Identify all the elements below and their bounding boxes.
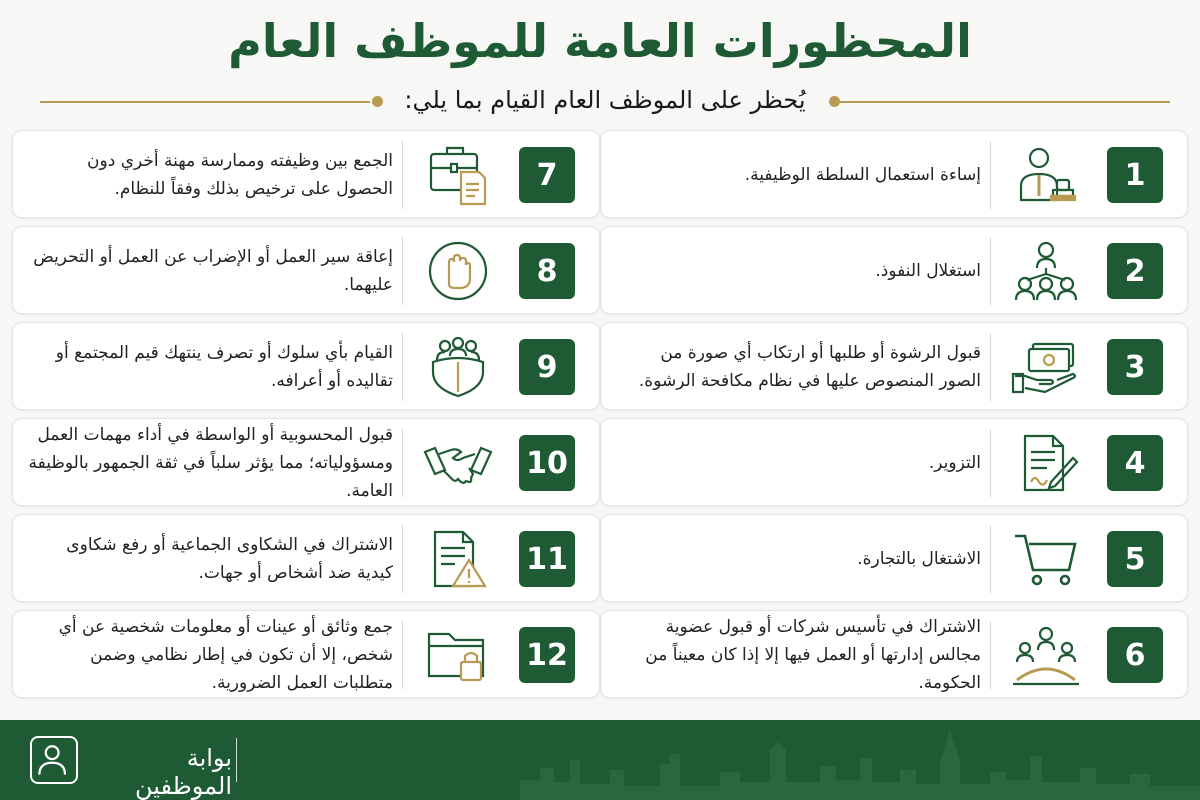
card-separator <box>402 621 403 689</box>
community-shield-icon <box>419 335 497 399</box>
card-separator <box>990 525 991 593</box>
card-separator <box>402 525 403 593</box>
prohibition-card-12 <box>12 610 600 698</box>
card-separator <box>402 333 403 401</box>
prohibition-card-10 <box>12 418 600 506</box>
footer-separator <box>236 738 237 782</box>
shopping-cart-icon <box>1007 527 1085 591</box>
briefcase-document-icon <box>419 143 497 207</box>
prohibition-text: استغلال النفوذ. <box>875 261 981 281</box>
document-signature-icon <box>1007 431 1085 495</box>
prohibition-text: إعاقة سير العمل أو الإضراب عن العمل أو التحريض عليهما. <box>33 247 393 295</box>
prohibition-text: الاشتراك في الشكاوى الجماعية أو رفع شكاوى كيدية ضد أشخاص أو جهات. <box>66 535 393 583</box>
prohibition-card-4 <box>600 418 1188 506</box>
card-separator <box>990 621 991 689</box>
divider-dot-right <box>829 96 840 107</box>
card-separator <box>990 141 991 209</box>
divider-dot-left <box>372 96 383 107</box>
prohibition-card-2 <box>600 226 1188 314</box>
divider-line-right <box>840 101 1170 103</box>
prohibition-card-7 <box>12 130 600 218</box>
item-number: 12 <box>519 627 575 683</box>
prohibition-card-6 <box>600 610 1188 698</box>
divider-line-left <box>40 101 370 103</box>
item-number: 1 <box>1107 147 1163 203</box>
employee-portal-icon <box>30 736 78 784</box>
prohibition-text: إساءة استعمال السلطة الوظيفية. <box>744 165 981 185</box>
city-skyline <box>520 720 1200 800</box>
item-number: 5 <box>1107 531 1163 587</box>
handshake-icon <box>419 431 497 495</box>
prohibition-text: قبول المحسوبية أو الواسطة في أداء مهمات العمل ومسؤولياته؛ مما يؤثر سلباً في ثقة الجمهور بالوظيفة العامة. <box>28 425 393 501</box>
board-meeting-icon <box>1007 623 1085 687</box>
item-number: 3 <box>1107 339 1163 395</box>
prohibition-text: الاشتغال بالتجارة. <box>857 549 981 569</box>
item-number: 10 <box>519 435 575 491</box>
card-separator <box>402 141 403 209</box>
prohibition-text: جمع وثائق أو عينات أو معلومات شخصية عن أي شخص، إلا أن تكون في إطار نظامي وضمن متطلبات العمل الضرورية. <box>58 617 393 693</box>
prohibition-card-9 <box>12 322 600 410</box>
document-warning-icon <box>419 527 497 591</box>
footer-bar <box>0 720 1200 800</box>
card-separator <box>990 237 991 305</box>
prohibition-text: قبول الرشوة أو طلبها أو ارتكاب أي صورة من الصور المنصوص عليها في نظام مكافحة الرشوة. <box>638 343 981 391</box>
prohibition-text: الجمع بين وظيفته وممارسة مهنة أخري دون الحصول على ترخيص بذلك وفقاً للنظام. <box>87 151 393 199</box>
prohibition-card-8 <box>12 226 600 314</box>
item-number: 9 <box>519 339 575 395</box>
prohibition-card-5 <box>600 514 1188 602</box>
subtitle-bar <box>0 82 1200 122</box>
item-number: 8 <box>519 243 575 299</box>
money-hand-icon <box>1007 335 1085 399</box>
prohibition-card-3 <box>600 322 1188 410</box>
item-number: 2 <box>1107 243 1163 299</box>
card-separator <box>990 333 991 401</box>
prohibition-text: التزوير. <box>928 453 981 473</box>
prohibition-text: الاشتراك في تأسيس شركات أو قبول عضوية مجالس إدارتها أو العمل فيها إلا إذا كان معيناً من الحكومة. <box>645 617 981 693</box>
prohibition-card-1 <box>600 130 1188 218</box>
card-separator <box>402 429 403 497</box>
locked-folder-icon <box>419 623 497 687</box>
page-subtitle: يُحظر على الموظف العام القيام بما يلي: <box>404 86 806 114</box>
item-number: 7 <box>519 147 575 203</box>
item-number: 6 <box>1107 627 1163 683</box>
page-title: المحظورات العامة للموظف العام <box>228 14 972 68</box>
influence-network-icon <box>1007 239 1085 303</box>
employee-stamp-icon <box>1007 143 1085 207</box>
prohibition-text: القيام بأي سلوك أو تصرف ينتهك قيم المجتمع أو تقاليده أو أعرافه. <box>55 343 393 391</box>
card-separator <box>402 237 403 305</box>
card-separator <box>990 429 991 497</box>
item-number: 4 <box>1107 435 1163 491</box>
prohibition-card-11 <box>12 514 600 602</box>
stop-hand-icon <box>419 239 497 303</box>
item-number: 11 <box>519 531 575 587</box>
portal-name: بوابة الموظفين <box>134 744 232 800</box>
